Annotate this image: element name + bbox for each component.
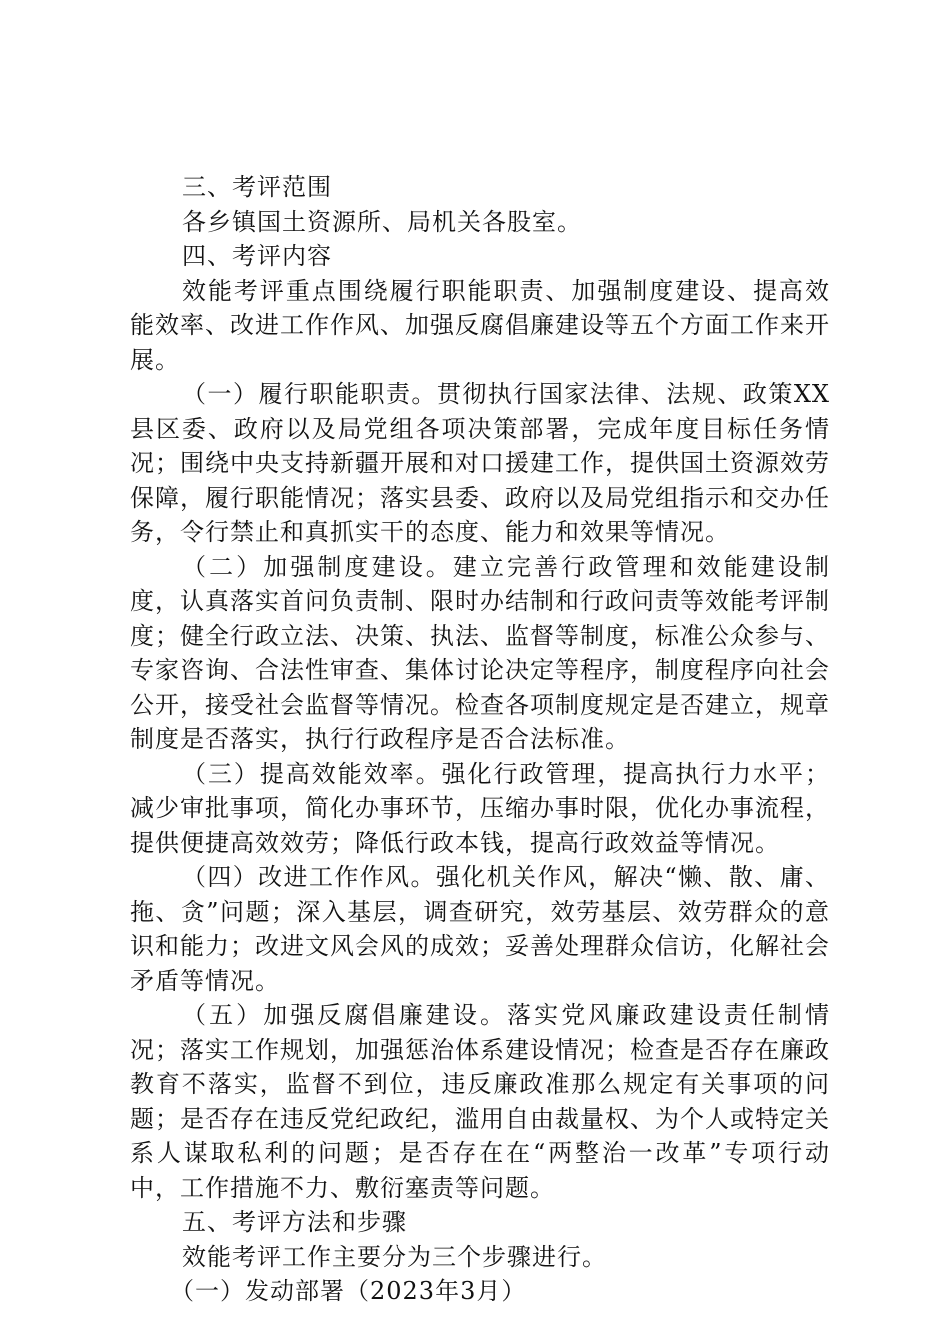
paragraph-item-1: （一）履行职能职责。贯彻执行国家法律、法规、政策XX县区委、政府以及局党组各项决策部署，完成年度目标任务情况；围绕中央支持新疆开展和对口援建工作，提供国土资源效劳保障，履行职能情况；落实县委、政府以及局党组指示和交办任务，令行禁止和真抓实干的态度、能力和效果等情况。 — [130, 380, 830, 546]
paragraph-scope: 各乡镇国土资源所、局机关各股室。 — [182, 207, 582, 236]
paragraph-item-5: （五）加强反腐倡廉建设。落实党风廉政建设责任制情况；落实工作规划，加强惩治体系建设情况；检查是否存在廉政教育不落实，监督不到位，违反廉政准那么规定有关事项的问题；是否存在违反党纪政纪，滥用自由裁量权、为个人或特定关系人谋取私利的问题；是否存在在“两整治一改革”专项行动中，工作措施不力、敷衍塞责等问题。 — [130, 1001, 830, 1202]
paragraph-content-intro: 效能考评重点围绕履行职能职责、加强制度建设、提高效能效率、改进工作作风、加强反腐倡廉建设等五个方面工作来开展。 — [130, 276, 830, 374]
paragraph-item-2: （二）加强制度建设。建立完善行政管理和效能建设制度，认真落实首问负责制、限时办结制和行政问责等效能考评制度；健全行政立法、决策、执法、监督等制度，标准公众参与、专家咨询、合法性审查、集体讨论决定等程序，制度程序向社会公开，接受社会监督等情况。检查各项制度规定是否建立，规章制度是否落实，执行行政程序是否合法标准。 — [130, 552, 830, 753]
document-body — [130, 170, 830, 1309]
section-heading-scope: 三、考评范围 — [182, 173, 332, 201]
paragraph-method-intro: 效能考评工作主要分为三个步骤进行。 — [182, 1242, 607, 1271]
step-heading-1: （一）发动部署（2023年3月） — [170, 1277, 527, 1305]
paragraph-item-3: （三）提高效能效率。强化行政管理，提高执行力水平；减少审批事项，简化办事环节，压缩办事时限，优化办事流程，提供便捷高效效劳；降低行政本钱，提高行政效益等情况。 — [130, 759, 830, 857]
section-heading-content: 四、考评内容 — [182, 242, 332, 270]
section-heading-method: 五、考评方法和步骤 — [182, 1208, 407, 1236]
paragraph-item-4: （四）改进工作作风。强化机关作风，解决“懒、散、庸、拖、贪”问题；深入基层，调查研究，效劳基层、效劳群众的意识和能力；改进文风会风的成效；妥善处理群众信访，化解社会矛盾等情况。 — [130, 863, 830, 995]
